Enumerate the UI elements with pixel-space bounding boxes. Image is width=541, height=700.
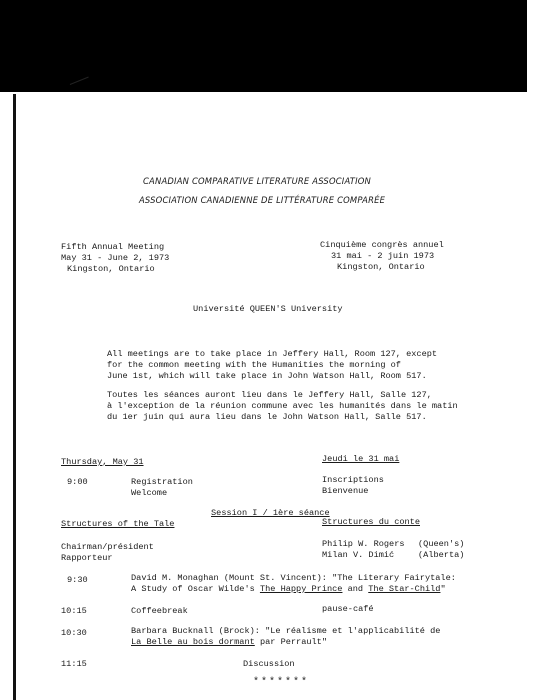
welcome-en: Welcome bbox=[131, 488, 168, 498]
time-talk1: 9:30 bbox=[67, 575, 88, 585]
notice-en-line1: All meetings are to take place in Jeffery Hall, Room 127, except bbox=[107, 349, 438, 359]
meeting-fr-line1: Cinquième congrès annuel bbox=[320, 240, 444, 250]
chair-label: Chairman/président bbox=[61, 542, 154, 552]
reporter-label: Rapporteur bbox=[61, 553, 113, 563]
title-french: ASSOCIATION CANADIENNE DE LITTÉRATURE COMPARÉE bbox=[139, 195, 386, 205]
session-title-fr: Structures du conte bbox=[322, 517, 420, 527]
session-label: Session I / 1ère séance bbox=[211, 508, 330, 518]
registration-fr: Inscriptions bbox=[322, 475, 384, 485]
reporter-name: Milan V. Dimić bbox=[322, 550, 395, 560]
notice-fr-line1: Toutes les séances auront lieu dans le Jeffery Hall, Salle 127, bbox=[107, 390, 432, 400]
title-english: CANADIAN COMPARATIVE LITERATURE ASSOCIATION bbox=[143, 176, 372, 186]
time-coffee: 10:15 bbox=[61, 606, 87, 616]
coffee-fr: pause-café bbox=[322, 604, 374, 614]
chair-affiliation: (Queen's) bbox=[418, 539, 465, 549]
talk2-line1: Barbara Bucknall (Brock): "Le réalisme et l'applicabilité de bbox=[131, 626, 441, 636]
meeting-fr-line3: Kingston, Ontario bbox=[337, 262, 425, 272]
day-heading-fr: Jeudi le 31 mai bbox=[322, 454, 400, 464]
university-name: Université QUEEN'S University bbox=[193, 304, 343, 314]
reporter-affiliation: (Alberta) bbox=[418, 550, 465, 560]
time-discussion: 11:15 bbox=[61, 659, 87, 669]
talk1-line1: David M. Monaghan (Mount St. Vincent): "The Literary Fairytale: bbox=[131, 573, 456, 583]
chair-name: Philip W. Rogers bbox=[322, 539, 405, 549]
meeting-fr-line2: 31 mai - 2 juin 1973 bbox=[331, 251, 435, 261]
notice-fr-line2: à l'exception de la réunion commune avec les humanités dans le matin bbox=[107, 401, 458, 411]
meeting-en-line1: Fifth Annual Meeting bbox=[61, 242, 165, 252]
scan-top-black-band bbox=[0, 0, 527, 92]
day-heading-en: Thursday, May 31 bbox=[61, 457, 144, 467]
separator-stars: ******* bbox=[253, 677, 310, 688]
coffee-en: Coffeebreak bbox=[131, 606, 188, 616]
page-left-edge bbox=[13, 94, 16, 700]
meeting-en-line2: May 31 - June 2, 1973 bbox=[61, 253, 170, 263]
discussion-label: Discussion bbox=[243, 659, 295, 669]
meeting-en-line3: Kingston, Ontario bbox=[67, 264, 155, 274]
welcome-fr: Bienvenue bbox=[322, 486, 369, 496]
notice-en-line3: June 1st, which will take place in John Watson Hall, Room 517. bbox=[107, 371, 427, 381]
talk1-title-a: The Happy Prince bbox=[259, 584, 343, 594]
talk1-line2: A Study of Oscar Wilde's The Happy Prince and The Star-Child" bbox=[131, 584, 446, 594]
talk2-line2: La Belle au bois dormant par Perrault" bbox=[131, 637, 327, 647]
time-registration: 9:00 bbox=[67, 477, 88, 487]
notice-en-line2: for the common meeting with the Humanities the morning of bbox=[107, 360, 401, 370]
session-title-en: Structures of the Tale bbox=[61, 519, 175, 529]
talk2-title: La Belle au bois dormant bbox=[131, 637, 255, 647]
registration-en: Registration bbox=[131, 477, 193, 487]
notice-fr-line3: du 1er juin qui aura lieu dans le John Watson Hall, Salle 517. bbox=[107, 412, 427, 422]
time-talk2: 10:30 bbox=[61, 628, 87, 638]
talk1-title-b: The Star-Child bbox=[368, 584, 441, 594]
